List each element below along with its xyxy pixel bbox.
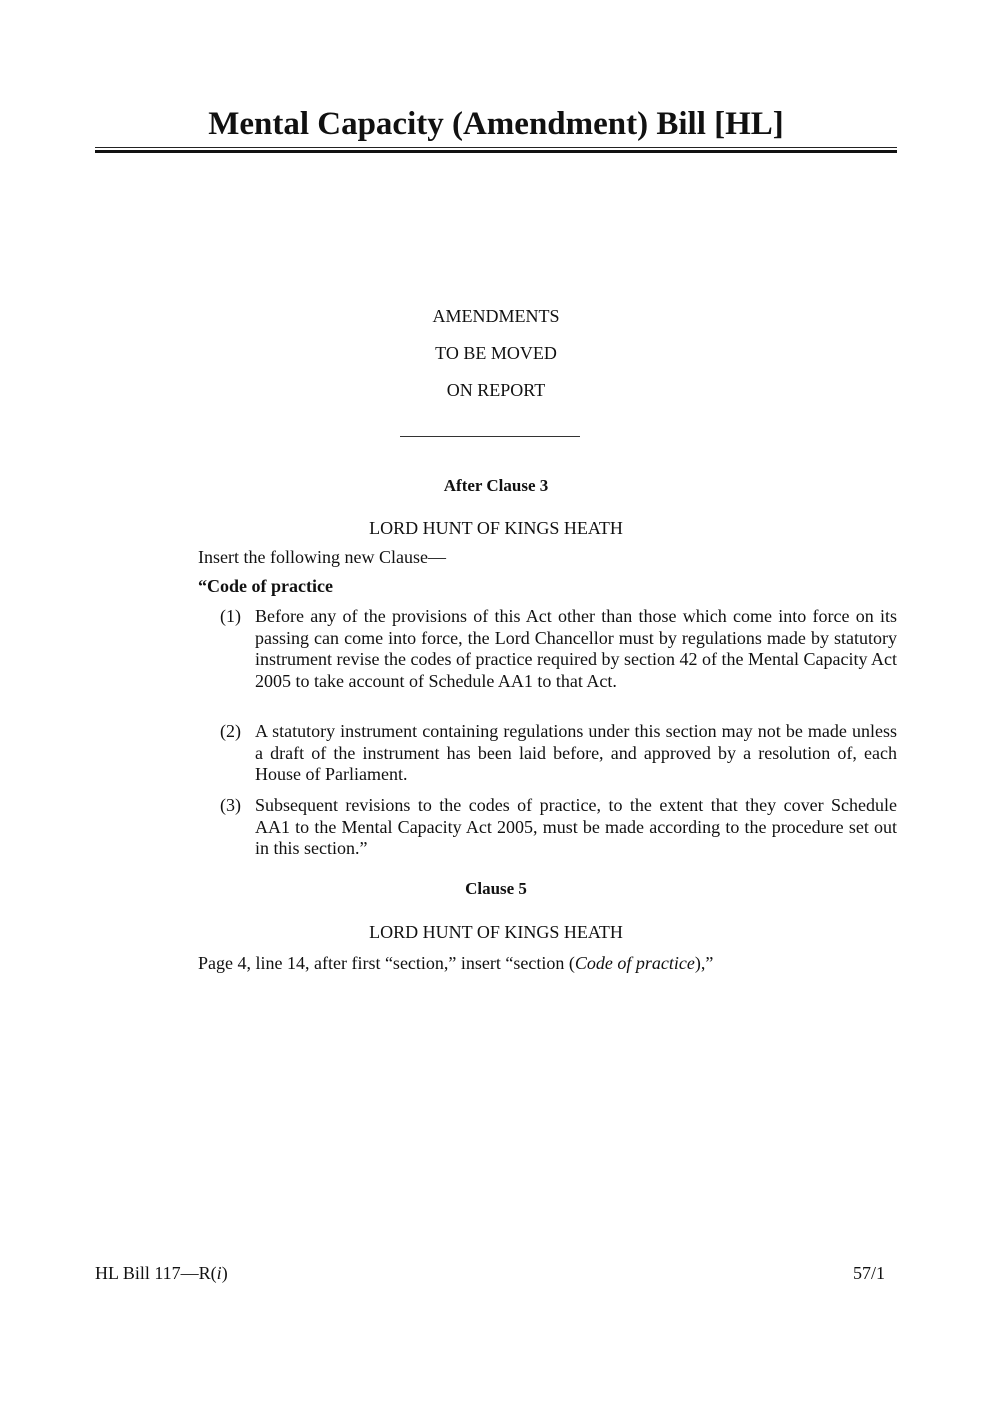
section-divider	[400, 436, 580, 437]
mover-name: LORD HUNT OF KINGS HEATH	[369, 922, 623, 942]
subsection-3	[220, 795, 897, 860]
clause-title: “Code of practice	[198, 576, 333, 596]
title-rule-thin	[95, 147, 897, 148]
subsection-text: Before any of the provisions of this Act other than those which come into force on its passing can come into force, the Lord Chancellor must by regulations made by statutory instrument revise the codes of practice required by section 42 of the Mental Capacity Act 2005 to take account of Schedule AA1 to that Act.	[255, 606, 897, 691]
subsection-2	[220, 721, 897, 786]
amendment-heading: Clause 5	[465, 879, 527, 898]
amendment-text	[198, 953, 897, 974]
amendment-heading: After Clause 3	[443, 476, 549, 495]
cover-line-on-report: ON REPORT	[446, 380, 546, 400]
amendment-text-end: ),”	[694, 953, 714, 973]
amendment-text-start: Page 4, line 14, after first “section,” insert “section (	[198, 953, 575, 973]
amendment-text-italic: Code of practice	[574, 953, 695, 973]
subsection-text: A statutory instrument containing regulations under this section may not be made unless a draft of the instrument has been laid before, and approved by a resolution of, each House of Parliament.	[255, 721, 897, 784]
cover-line-to-be-moved: TO BE MOVED	[435, 343, 557, 363]
subsection-text: Subsequent revisions to the codes of practice, to the extent that they cover Schedule AA1 to the Mental Capacity Act 2005, must be made according to the procedure set out in this section.”	[255, 795, 897, 858]
bill-reference-prefix: HL Bill 117—R(	[95, 1263, 217, 1283]
subsection-number: (2)	[220, 721, 241, 741]
mover-name: LORD HUNT OF KINGS HEATH	[369, 518, 623, 538]
page-number: 57/1	[852, 1263, 885, 1283]
bill-reference	[95, 1263, 228, 1284]
cover-line-amendments: AMENDMENTS	[432, 306, 560, 326]
subsection-number: (3)	[220, 795, 241, 815]
subsection-number: (1)	[220, 606, 241, 626]
subsection-1	[220, 606, 897, 692]
title-rule-thick	[95, 150, 897, 153]
bill-reference-italic: i	[216, 1263, 222, 1283]
bill-reference-suffix: )	[221, 1263, 228, 1283]
amendment-instruction: Insert the following new Clause—	[198, 547, 446, 567]
document-title: Mental Capacity (Amendment) Bill [HL]	[208, 106, 784, 142]
